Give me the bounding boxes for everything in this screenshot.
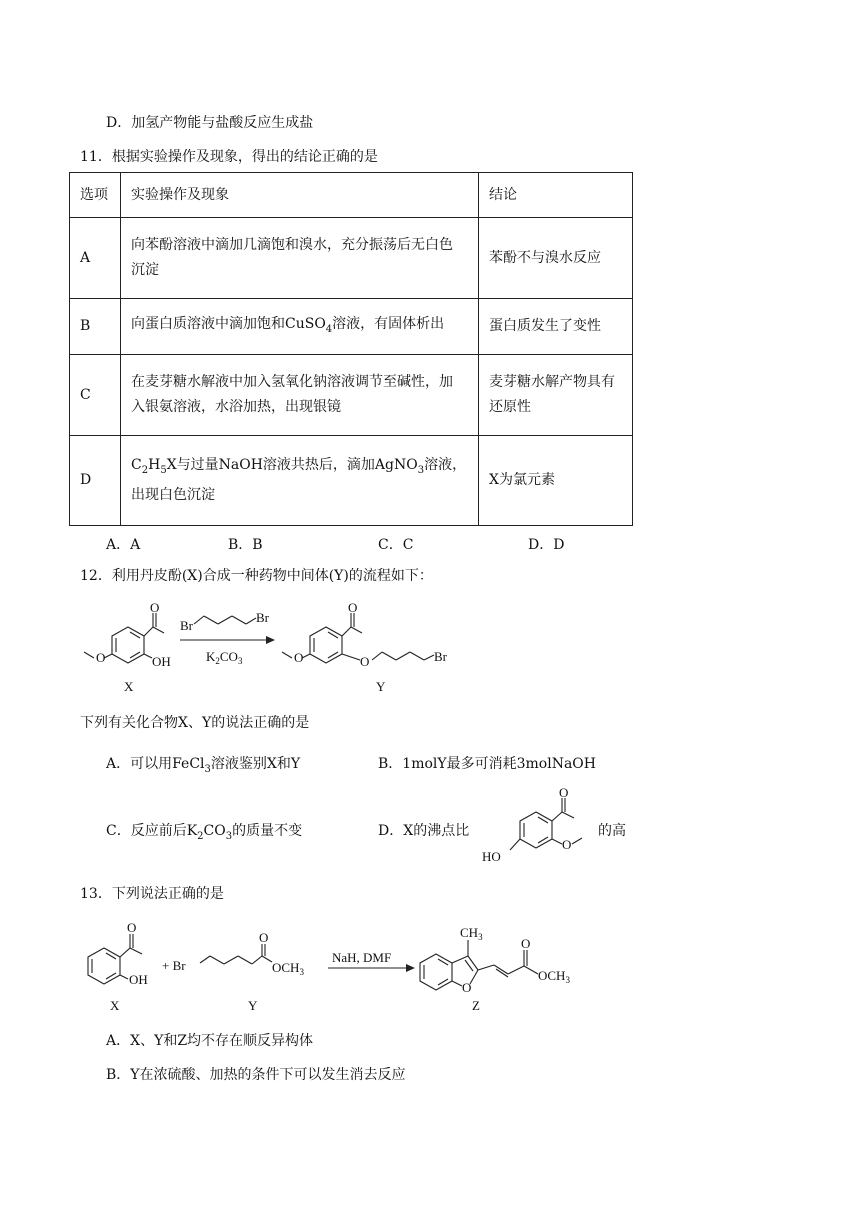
operation-line: 沉淀 [131, 262, 159, 278]
x-oh: OH [129, 972, 148, 987]
q12-option-a[interactable] [106, 753, 300, 775]
x-carbonyl-o: O [127, 920, 137, 935]
q13-stem: 13．下列说法正确的是 [80, 886, 224, 902]
table-row [70, 218, 633, 299]
table-row [70, 299, 633, 355]
label-z: Z [472, 998, 480, 1013]
q11-option-d[interactable]: D．D [528, 537, 565, 553]
q10-option-d: D．加氢产物能与盐酸反应生成盐 [106, 115, 314, 131]
option-text: CO [203, 823, 226, 839]
reagent-nah-dmf: NaH, DMF [332, 950, 392, 965]
subscript: 4 [325, 323, 333, 335]
q12-reaction-scheme [76, 600, 476, 695]
operation-line [131, 453, 468, 483]
operation-text: 溶液，有固体析出 [332, 315, 445, 332]
q11-stem: 11．根据实验操作及现象，得出的结论正确的是 [80, 149, 378, 165]
option-text: 的质量不变 [232, 823, 303, 839]
q12-option-b[interactable]: B．1molY最多可消耗3molNaOH [378, 756, 596, 772]
q12-option-d[interactable]: D．X的沸点比 [378, 823, 470, 839]
q13-option-a[interactable]: A．X、Y和Z均不存在顺反异构体 [106, 1033, 314, 1049]
reagent-k2co3: $K_2CO_3$ [206, 649, 243, 666]
z-carbonyl-o: O [521, 936, 531, 951]
label-x: X [124, 679, 134, 694]
option-text: C．反应前后K [106, 823, 198, 839]
row-conclusion [479, 355, 633, 436]
subscript: 2 [141, 464, 149, 476]
y-carbonyl-o: O [348, 600, 358, 615]
conclusion-line: 还原性 [489, 399, 531, 415]
y-br: Br [434, 649, 447, 664]
row-operation [121, 299, 479, 355]
y-carbonyl-o: O [259, 930, 269, 945]
y-och3: $OCH_3$ [272, 960, 304, 977]
option-text: A．可以用FeCl [106, 756, 205, 772]
row-conclusion: 蛋白质发生了变性 [479, 299, 633, 355]
operation-text: 向蛋白质溶液中滴加饱和CuSO [131, 315, 326, 332]
q12-stem: 12．利用丹皮酚(X)合成一种药物中间体(Y)的流程如下： [80, 568, 433, 584]
subscript: 3 [417, 464, 425, 476]
table-row [70, 436, 633, 526]
q12-option-d-suffix: 的高 [598, 823, 626, 839]
operation-line: 向苯酚溶液中滴加几滴饱和溴水，充分振荡后无白色 [131, 237, 453, 253]
z-ch3: $CH_3$ [460, 925, 483, 942]
y-plus-br: + Br [162, 958, 186, 973]
d-methoxy-o: O [562, 837, 572, 852]
table-header-row [70, 173, 633, 218]
d-ho: HO [482, 849, 501, 864]
q11-option-c[interactable]: C．C [378, 537, 414, 553]
option-text: 溶液鉴别X和Y [210, 756, 301, 772]
d-carbonyl-o: O [559, 788, 569, 800]
z-ring-o: O [462, 980, 472, 995]
reagent-br-left: Br [180, 618, 193, 633]
row-operation [121, 355, 479, 436]
q11-option-a[interactable]: A．A [106, 537, 141, 553]
header-option: 选项 [70, 173, 121, 218]
header-operation: 实验操作及现象 [121, 173, 479, 218]
label-x: X [110, 998, 120, 1013]
x-oh: OH [152, 654, 171, 669]
subscript: 2 [197, 830, 204, 842]
row-conclusion: X为氯元素 [479, 436, 633, 526]
row-label: D [70, 436, 121, 526]
row-operation [121, 218, 479, 299]
q11-option-b[interactable]: B．B [228, 537, 263, 553]
label-y: Y [376, 679, 386, 694]
operation-line: 出现白色沉淀 [131, 486, 215, 503]
operation-line: 入银氨溶液，水浴加热，出现银镜 [131, 399, 341, 415]
operation-text: X与过量NaOH溶液共热后，滴加AgNO [166, 457, 418, 474]
conclusion-line: 麦芽糖水解产物具有 [489, 374, 615, 390]
q13-option-b[interactable]: B．Y在浓硫酸、加热的条件下可以发生消去反应 [106, 1067, 406, 1083]
row-operation [121, 436, 479, 526]
operation-line: 在麦芽糖水解液中加入氢氧化钠溶液调节至碱性，加 [131, 374, 453, 390]
table-row [70, 355, 633, 436]
x-methoxy-o: O [96, 650, 106, 665]
q12-question: 下列有关化合物X、Y的说法正确的是 [80, 715, 310, 731]
reagent-br-right: Br [256, 610, 269, 625]
q12-option-d-structure [478, 788, 598, 868]
y-methoxy-o: O [294, 650, 304, 665]
q12-option-c[interactable] [106, 820, 302, 842]
subscript: 3 [225, 830, 233, 842]
q13-reaction-scheme [76, 910, 596, 1015]
header-conclusion: 结论 [479, 173, 633, 218]
x-carbonyl-o: O [150, 600, 160, 615]
z-och3: $OCH_3$ [538, 968, 570, 985]
subscript: 5 [160, 464, 167, 476]
operation-text: 溶液， [424, 457, 467, 474]
operation-text: H [148, 457, 161, 474]
q11-table [69, 172, 633, 526]
row-conclusion: 苯酚不与溴水反应 [479, 218, 633, 299]
y-ether-o: O [360, 654, 370, 669]
row-label: C [70, 355, 121, 436]
operation-text: C [131, 457, 142, 474]
label-y: Y [248, 998, 258, 1013]
row-label: B [70, 299, 121, 355]
row-label: A [70, 218, 121, 299]
subscript: 3 [204, 763, 211, 775]
